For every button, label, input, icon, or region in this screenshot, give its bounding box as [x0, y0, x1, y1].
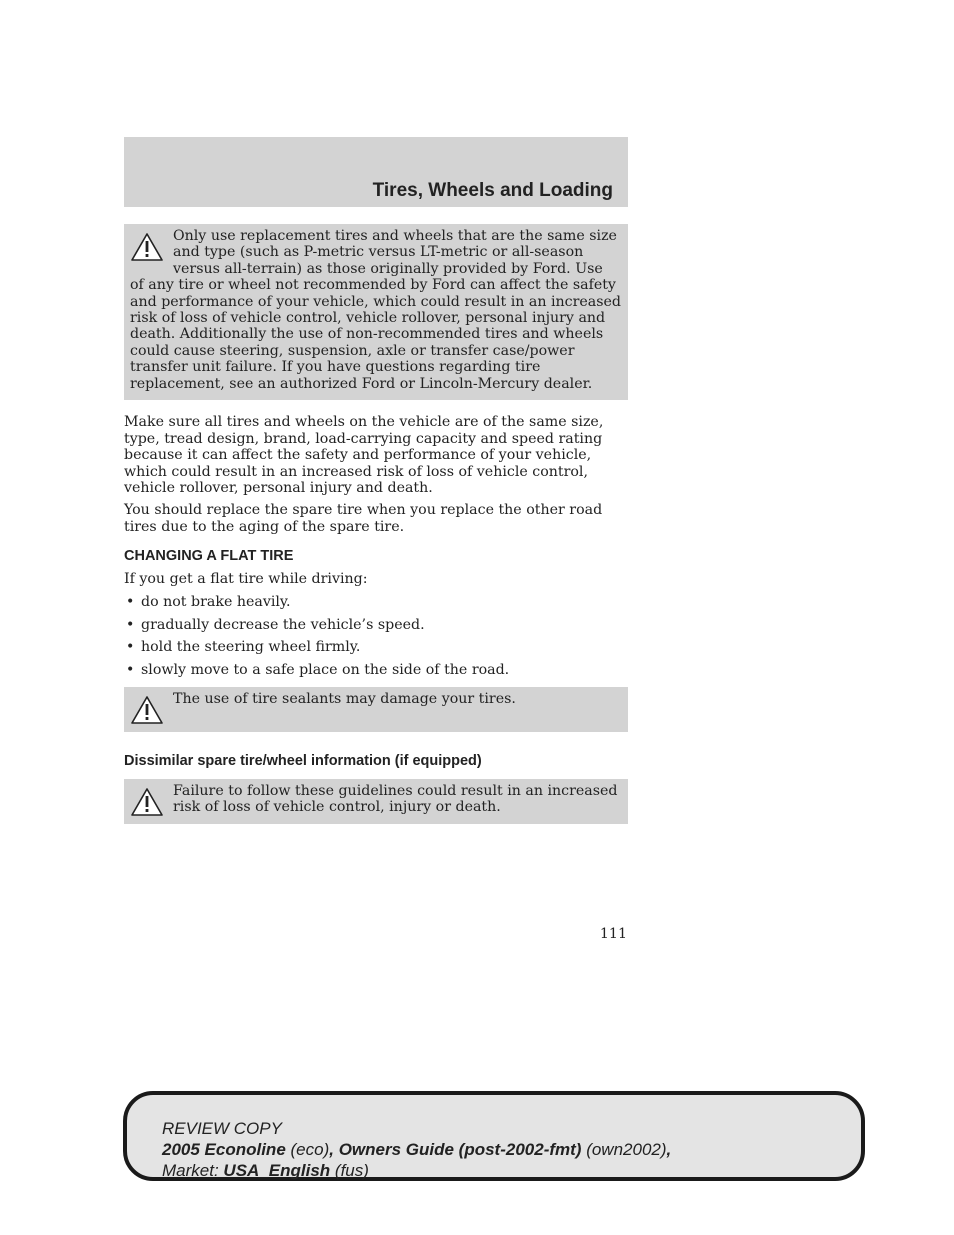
list-item-text: gradually decrease the vehicle’s speed. — [141, 617, 425, 633]
footer-market-code: (fus) — [334, 1161, 369, 1180]
paragraph-text: Make sure all tires and wheels on the vehicle are of the same size, type, tread design, brand, load-carrying capacity and speed rating because it can affect the safety and performance of your vehicle, which could result in an increased risk of loss of vehicle control, vehicle rollover, personal injury and death. — [124, 414, 604, 497]
section-title: Tires, Wheels and Loading — [372, 180, 613, 201]
heading-changing-flat-tire: CHANGING A FLAT TIRE — [124, 548, 294, 564]
footer-model: 2005 Econoline — [162, 1140, 286, 1159]
heading-dissimilar-spare: Dissimilar spare tire/wheel information (if equipped) — [124, 753, 482, 769]
review-copy-footer-text — [162, 1118, 671, 1181]
footer-market: USA_English — [223, 1161, 331, 1180]
warning-text: Failure to follow these guidelines could result in an increased risk of loss of vehicle control, injury or death. — [173, 783, 618, 816]
warning-text: Only use replacement tires and wheels that are the same size and type (such as P-metric versus LT-metric or all-season versus all-terrain) as those originally provided by Ford. Use of any tire or wheel not recommended by Ford can affect the safety and performance of your vehicle, which could result in an increased risk of loss of vehicle control, vehicle rollover, personal injury and death. Additionally the use of non-recommended tires and wheels could cause steering, suspension, axle or transfer case/power transfer unit failure. If you have questions regarding tire replacement, see an authorized Ford or Lincoln-Mercury dealer. — [130, 228, 622, 392]
footer-market-label: Market: — [162, 1161, 219, 1180]
footer-guide: , Owners Guide (post-2002-fmt) — [329, 1140, 582, 1159]
bullet-icon: • — [126, 594, 135, 610]
warning-box-replacement-tires — [124, 224, 628, 400]
warning-triangle-icon — [130, 232, 164, 262]
paragraph-text: You should replace the spare tire when you replace the other road tires due to the aging of the spare tire. — [124, 502, 603, 535]
bullet-icon: • — [126, 662, 135, 678]
paragraph-spare-aging — [124, 502, 628, 535]
footer-line-model — [162, 1139, 671, 1160]
list-item-text: hold the steering wheel firmly. — [141, 639, 361, 655]
flat-tire-intro — [124, 571, 628, 588]
bullet-icon: • — [126, 617, 135, 633]
warning-triangle-icon — [130, 787, 164, 817]
list-item-text: slowly move to a safe place on the side of the road. — [141, 662, 510, 678]
footer-comma: , — [666, 1140, 672, 1159]
list-item-text: do not brake heavily. — [141, 594, 291, 610]
bullet-icon: • — [126, 639, 135, 655]
footer-review-copy: REVIEW COPY — [162, 1119, 282, 1138]
warning-triangle-icon — [130, 695, 164, 725]
warning-box-sealants — [124, 687, 628, 732]
warning-box-guidelines — [124, 779, 628, 824]
section-header-band — [124, 137, 628, 207]
paragraph-same-size — [124, 414, 628, 497]
warning-text: The use of tire sealants may damage your tires. — [173, 691, 516, 707]
footer-line-market — [162, 1160, 671, 1181]
page-number: 111 — [599, 926, 627, 942]
footer-guide-code: (own2002) — [586, 1140, 667, 1159]
footer-model-code: (eco) — [290, 1140, 330, 1159]
paragraph-text: If you get a flat tire while driving: — [124, 571, 368, 587]
